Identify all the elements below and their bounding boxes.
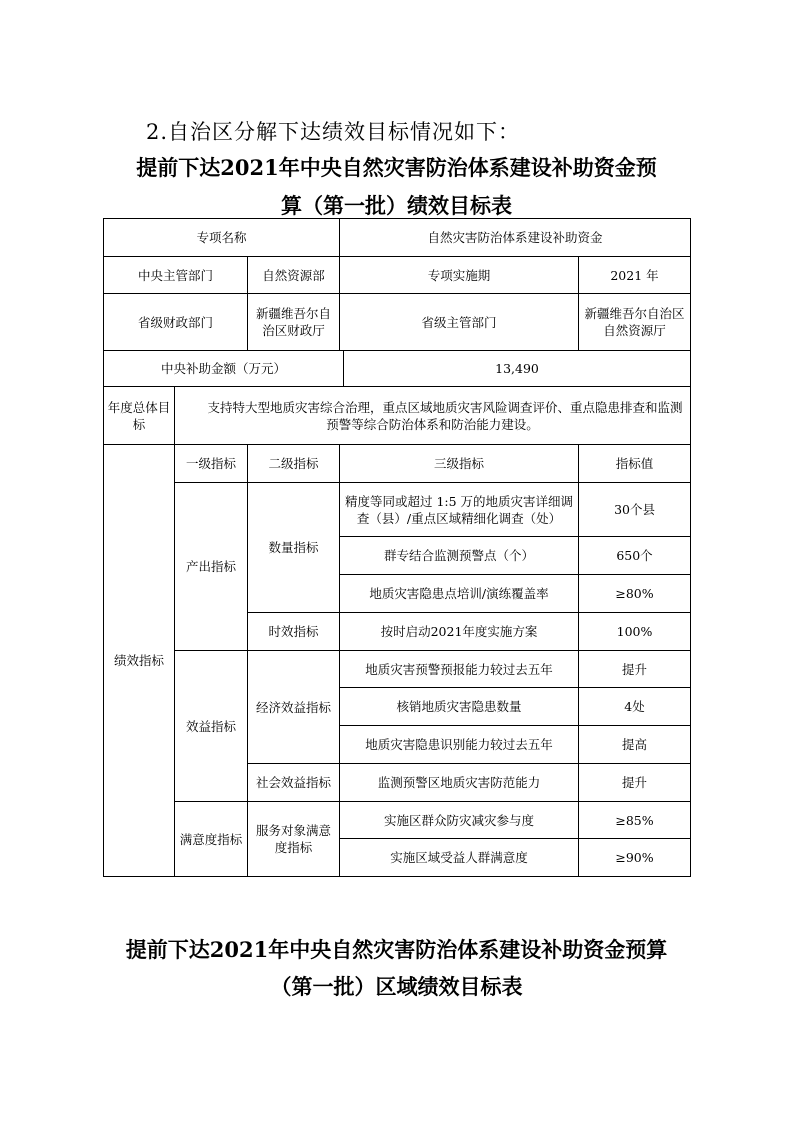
project-name-value: 自然灾害防治体系建设补助资金 [340, 219, 691, 257]
funding-value: 13,490 [344, 351, 691, 387]
finance-dept-label: 省级财政部门 [104, 294, 248, 351]
indicator-value: ≥90% [579, 839, 691, 877]
table-title-line1: 提前下达2021年中央自然灾害防治体系建设补助资金预 [136, 155, 657, 180]
project-name-label: 专项名称 [104, 219, 340, 257]
perf-indicator-label: 绩效指标 [104, 445, 175, 877]
indicator-name: 按时启动2021年度实施方案 [340, 613, 579, 651]
indicator-name: 精度等同或超过 1:5 万的地质灾害详细调查（县）/重点区域精细化调查（处） [340, 483, 579, 537]
annual-goal-text: 支持特大型地质灾害综合治理，重点区域地质灾害风险调查评价、重点隐患排查和监测预警等综合防治体系和防治能力建设。 [175, 387, 691, 445]
cat-output: 产出指标 [175, 483, 248, 651]
header-level2: 二级指标 [248, 445, 340, 483]
performance-target-table [103, 218, 691, 877]
indicator-name: 地质灾害隐患识别能力较过去五年 [340, 726, 579, 764]
indicator-value: 100% [579, 613, 691, 651]
indicator-name: 实施区域受益人群满意度 [340, 839, 579, 877]
regional-title-line1: 提前下达2021年中央自然灾害防治体系建设补助资金预算 [125, 937, 668, 962]
indicator-name: 群专结合监测预警点（个） [340, 537, 579, 575]
indicator-name: 地质灾害隐患点培训/演练覆盖率 [340, 575, 579, 613]
sub-time: 时效指标 [248, 613, 340, 651]
indicator-value: 30个县 [579, 483, 691, 537]
indicator-value: 650个 [579, 537, 691, 575]
table-title-line2: 算（第一批）绩效目标表 [281, 193, 512, 218]
sub-quantity: 数量指标 [248, 483, 340, 613]
annual-goal-label: 年度总体目标 [104, 387, 175, 445]
indicator-value: ≥80% [579, 575, 691, 613]
period-value: 2021 年 [579, 257, 691, 294]
sub-social: 社会效益指标 [248, 764, 340, 802]
header-level1: 一级指标 [175, 445, 248, 483]
central-dept-label: 中央主管部门 [104, 257, 248, 294]
cat-satisfaction: 满意度指标 [175, 802, 248, 877]
central-dept-value: 自然资源部 [248, 257, 340, 294]
funding-label: 中央补助金额（万元） [104, 351, 344, 387]
indicator-value: 4处 [579, 688, 691, 726]
cat-benefit: 效益指标 [175, 651, 248, 802]
indicator-name: 地质灾害预警预报能力较过去五年 [340, 651, 579, 688]
indicator-name: 实施区群众防灾减灾参与度 [340, 802, 579, 839]
header-value: 指标值 [579, 445, 691, 483]
intro-text: 2.自治区分解下达绩效目标情况如下： [146, 120, 521, 144]
finance-dept-value: 新疆维吾尔自治区财政厅 [248, 294, 340, 351]
indicator-value: 提升 [579, 764, 691, 802]
regional-title-line2: （第一批）区域绩效目标表 [270, 974, 523, 999]
indicator-value: ≥85% [579, 802, 691, 839]
header-level3: 三级指标 [340, 445, 579, 483]
indicator-name: 监测预警区地质灾害防范能力 [340, 764, 579, 802]
indicator-value: 提升 [579, 651, 691, 688]
indicator-value: 提高 [579, 726, 691, 764]
sub-service: 服务对象满意度指标 [248, 802, 340, 877]
sub-economic: 经济效益指标 [248, 651, 340, 764]
indicator-name: 核销地质灾害隐患数量 [340, 688, 579, 726]
period-label: 专项实施期 [340, 257, 579, 294]
provincial-dept-value: 新疆维吾尔自治区自然资源厅 [579, 294, 691, 351]
provincial-dept-label: 省级主管部门 [340, 294, 579, 351]
